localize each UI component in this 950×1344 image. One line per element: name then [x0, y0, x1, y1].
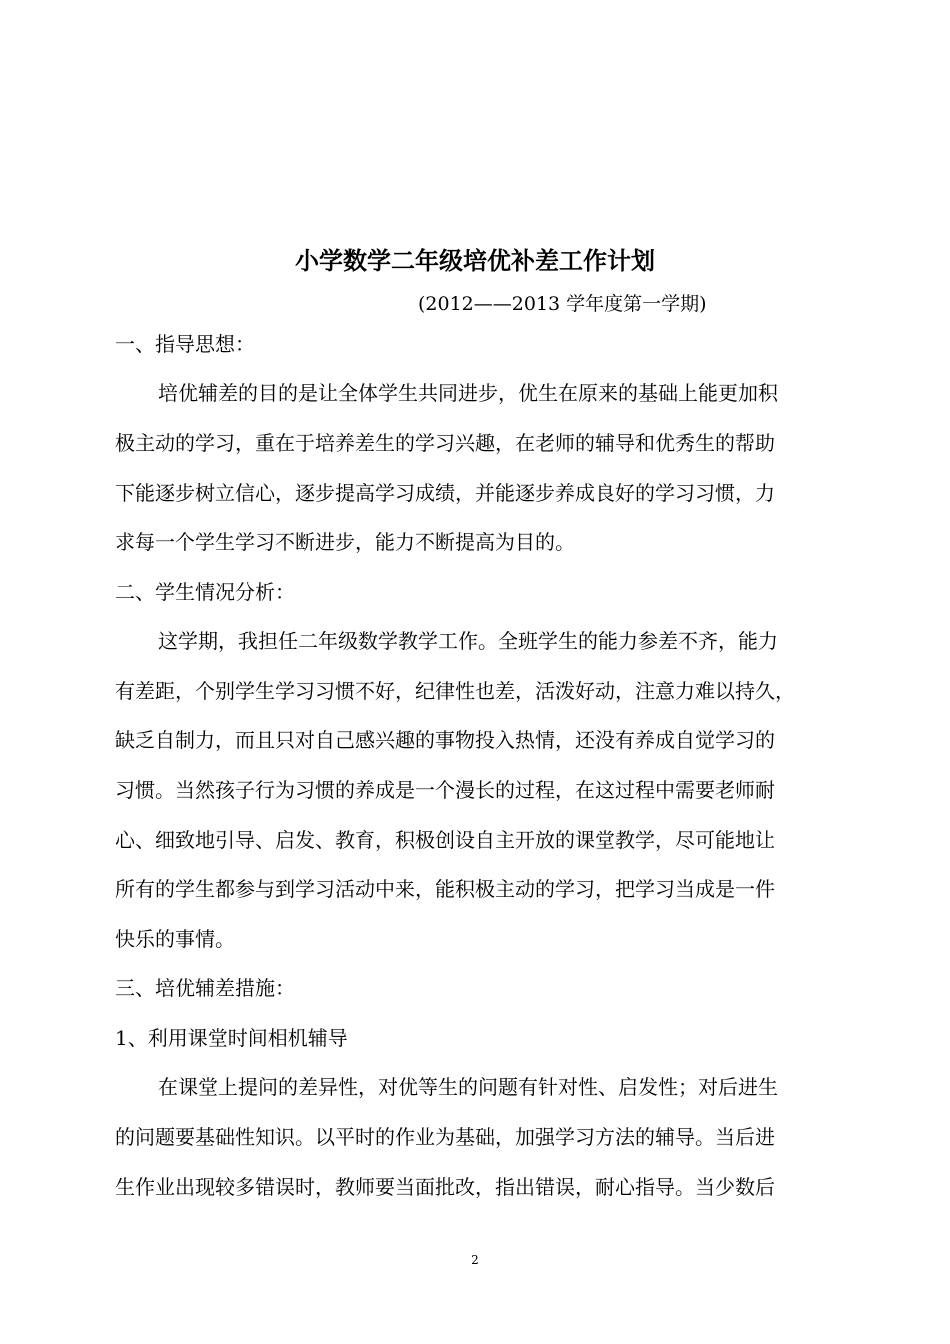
paragraph-line: 培优辅差的目的是让全体学生共同进步，优生在原来的基础上能更加积 [158, 381, 778, 405]
paragraph-line: 有差距，个别学生学习习惯不好，纪律性也差，活泼好动，注意力难以持久， [115, 679, 795, 703]
document-subtitle: (2012——2013 学年度第一学期) [418, 293, 707, 315]
paragraph-line: 求每一个学生学习不断进步，能力不断提高为目的。 [115, 530, 575, 554]
subsection-heading: 1、利用课堂时间相机辅导 [115, 1026, 348, 1050]
paragraph-line: 的问题要基础性知识。以平时的作业为基础，加强学习方法的辅导。当后进 [115, 1125, 775, 1149]
section-heading: 二、学生情况分析： [115, 580, 295, 604]
paragraph-line: 习惯。当然孩子行为习惯的养成是一个漫长的过程，在这过程中需要老师耐 [115, 778, 775, 802]
section-heading: 三、培优辅差措施： [115, 976, 295, 1000]
paragraph-line: 下能逐步树立信心，逐步提高学习成绩，并能逐步养成良好的学习习惯，力 [115, 481, 775, 505]
document-title: 小学数学二年级培优补差工作计划 [295, 247, 655, 275]
paragraph-line: 所有的学生都参与到学习活动中来，能积极主动的学习，把学习当成是一件 [115, 877, 775, 901]
paragraph-line: 心、细致地引导、启发、教育，积极创设自主开放的课堂教学，尽可能地让 [115, 828, 775, 852]
paragraph-line: 在课堂上提问的差异性，对优等生的问题有针对性、启发性；对后进生 [158, 1075, 778, 1099]
paragraph-line: 这学期，我担任二年级数学教学工作。全班学生的能力参差不齐，能力 [158, 629, 778, 653]
section-heading: 一、指导思想： [115, 332, 255, 356]
paragraph-line: 生作业出现较多错误时，教师要当面批改，指出错误，耐心指导。当少数后 [115, 1175, 775, 1199]
paragraph-line: 快乐的事情。 [115, 927, 235, 951]
page-number: 2 [471, 1253, 479, 1267]
paragraph-line: 缺乏自制力，而且只对自己感兴趣的事物投入热情，还没有养成自觉学习的 [115, 728, 775, 752]
paragraph-line: 极主动的学习，重在于培养差生的学习兴趣，在老师的辅导和优秀生的帮助 [115, 431, 775, 455]
